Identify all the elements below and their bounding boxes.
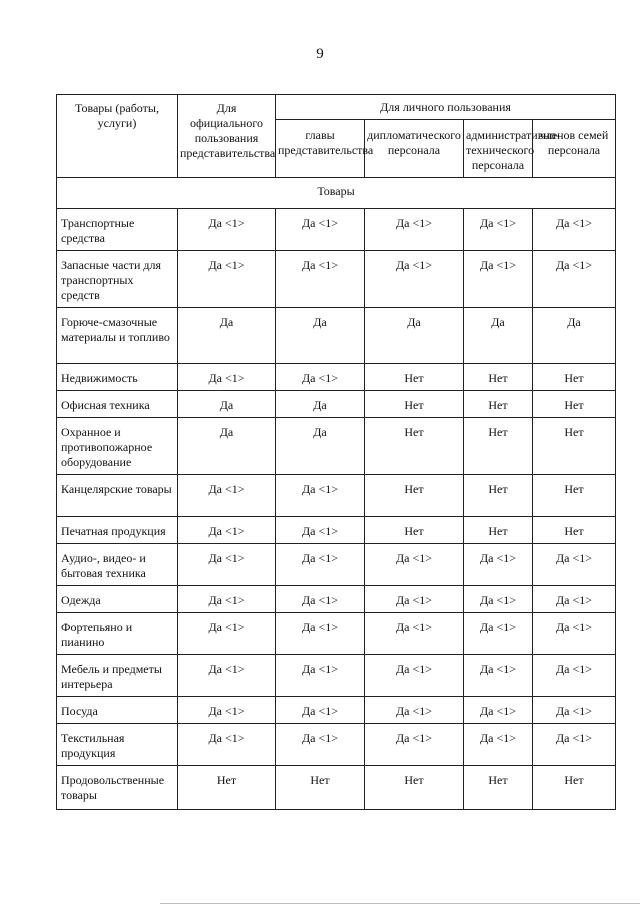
row-value-cell: Да <1>	[464, 697, 533, 724]
row-value-cell: Да <1>	[533, 613, 616, 655]
row-value-cell: Да <1>	[464, 209, 533, 251]
table-row	[57, 697, 616, 724]
row-value-cell: Да <1>	[178, 364, 276, 391]
row-goods-name: Транспортные средства	[57, 209, 178, 251]
row-value-cell: Да <1>	[178, 697, 276, 724]
row-value-cell: Нет	[464, 475, 533, 517]
row-value-cell: Да <1>	[365, 586, 464, 613]
row-value-cell: Да	[178, 418, 276, 475]
row-value-cell: Да	[533, 308, 616, 364]
table-row	[57, 544, 616, 586]
table-body	[57, 178, 616, 810]
row-value-cell: Да <1>	[533, 724, 616, 766]
row-value-cell: Нет	[533, 418, 616, 475]
row-value-cell: Да <1>	[178, 586, 276, 613]
row-goods-name: Запасные части для транспортных средств	[57, 251, 178, 308]
row-value-cell: Да <1>	[276, 364, 365, 391]
row-value-cell: Да <1>	[365, 697, 464, 724]
row-value-cell: Нет	[365, 364, 464, 391]
row-value-cell: Да <1>	[276, 613, 365, 655]
row-value-cell: Нет	[365, 475, 464, 517]
row-value-cell: Да	[365, 308, 464, 364]
row-value-cell: Да <1>	[464, 613, 533, 655]
row-value-cell: Нет	[464, 391, 533, 418]
row-goods-name: Фортепьяно и пианино	[57, 613, 178, 655]
row-value-cell: Да <1>	[276, 544, 365, 586]
table-row	[57, 517, 616, 544]
row-value-cell: Нет	[365, 418, 464, 475]
header-head-of-mission: главы представительства	[276, 120, 365, 178]
table-row	[57, 209, 616, 251]
row-value-cell: Да <1>	[464, 586, 533, 613]
row-goods-name: Посуда	[57, 697, 178, 724]
header-family-members: членов семей персонала	[533, 120, 616, 178]
table-row	[57, 655, 616, 697]
row-value-cell: Да	[178, 391, 276, 418]
row-value-cell: Нет	[464, 517, 533, 544]
table-row	[57, 251, 616, 308]
row-value-cell: Да <1>	[365, 613, 464, 655]
row-value-cell: Да	[178, 308, 276, 364]
row-value-cell: Да <1>	[365, 544, 464, 586]
row-value-cell: Нет	[533, 517, 616, 544]
row-value-cell: Да <1>	[464, 251, 533, 308]
header-diplomatic-staff: дипломатического персонала	[365, 120, 464, 178]
row-value-cell: Нет	[276, 766, 365, 810]
row-value-cell: Да <1>	[276, 724, 365, 766]
row-value-cell: Нет	[365, 391, 464, 418]
table-row	[57, 724, 616, 766]
table-row	[57, 766, 616, 810]
header-admin-tech-staff: административно-технического персонала	[464, 120, 533, 178]
row-value-cell: Да <1>	[276, 475, 365, 517]
row-value-cell: Нет	[178, 766, 276, 810]
row-goods-name: Продовольственные товары	[57, 766, 178, 810]
row-value-cell: Нет	[464, 766, 533, 810]
table-row	[57, 364, 616, 391]
row-value-cell: Да <1>	[365, 251, 464, 308]
row-value-cell: Да <1>	[365, 209, 464, 251]
row-value-cell: Да <1>	[178, 251, 276, 308]
row-value-cell: Да <1>	[533, 655, 616, 697]
row-value-cell: Да <1>	[464, 724, 533, 766]
row-value-cell: Да <1>	[533, 251, 616, 308]
table-header	[57, 95, 616, 178]
row-value-cell: Нет	[533, 391, 616, 418]
row-value-cell: Да <1>	[533, 697, 616, 724]
row-goods-name: Горюче-смазочные материалы и топливо	[57, 308, 178, 364]
row-value-cell: Нет	[533, 766, 616, 810]
table-row	[57, 418, 616, 475]
row-value-cell: Да <1>	[178, 544, 276, 586]
table-row	[57, 308, 616, 364]
row-value-cell: Да <1>	[276, 517, 365, 544]
row-value-cell: Да <1>	[178, 724, 276, 766]
header-official-use: Для официального пользования представительства	[178, 95, 276, 178]
row-value-cell: Да <1>	[365, 724, 464, 766]
row-value-cell: Да <1>	[533, 209, 616, 251]
row-value-cell: Да	[276, 418, 365, 475]
header-personal-use: Для личного пользования	[276, 95, 616, 120]
row-value-cell: Да <1>	[365, 655, 464, 697]
row-value-cell: Нет	[533, 364, 616, 391]
row-value-cell: Да <1>	[276, 251, 365, 308]
row-value-cell: Да <1>	[533, 586, 616, 613]
row-value-cell: Да <1>	[178, 517, 276, 544]
row-value-cell: Да	[464, 308, 533, 364]
section-row	[57, 178, 616, 209]
row-goods-name: Мебель и предметы интерьера	[57, 655, 178, 697]
row-value-cell: Да <1>	[178, 613, 276, 655]
row-value-cell: Да	[276, 308, 365, 364]
row-value-cell: Да <1>	[178, 209, 276, 251]
section-title: Товары	[57, 178, 616, 209]
table-row	[57, 391, 616, 418]
row-goods-name: Печатная продукция	[57, 517, 178, 544]
header-goods: Товары (работы, услуги)	[57, 95, 178, 178]
table-row	[57, 613, 616, 655]
goods-table	[56, 94, 616, 810]
row-goods-name: Недвижимость	[57, 364, 178, 391]
row-goods-name: Текстильная продукция	[57, 724, 178, 766]
row-value-cell: Нет	[365, 517, 464, 544]
row-value-cell: Нет	[464, 418, 533, 475]
row-goods-name: Одежда	[57, 586, 178, 613]
row-value-cell: Да <1>	[178, 475, 276, 517]
row-value-cell: Да	[276, 391, 365, 418]
table-row	[57, 475, 616, 517]
row-value-cell: Нет	[533, 475, 616, 517]
table-row	[57, 586, 616, 613]
row-goods-name: Охранное и противопожарное оборудование	[57, 418, 178, 475]
row-value-cell: Да <1>	[533, 544, 616, 586]
row-value-cell: Нет	[365, 766, 464, 810]
page-number: 9	[316, 46, 324, 62]
page-bottom-edge	[160, 903, 640, 904]
row-value-cell: Да <1>	[464, 655, 533, 697]
row-value-cell: Да <1>	[276, 655, 365, 697]
row-value-cell: Да <1>	[276, 586, 365, 613]
row-goods-name: Канцелярские товары	[57, 475, 178, 517]
row-value-cell: Да <1>	[276, 209, 365, 251]
row-value-cell: Да <1>	[464, 544, 533, 586]
row-value-cell: Нет	[464, 364, 533, 391]
row-goods-name: Офисная техника	[57, 391, 178, 418]
row-goods-name: Аудио-, видео- и бытовая техника	[57, 544, 178, 586]
row-value-cell: Да <1>	[276, 697, 365, 724]
row-value-cell: Да <1>	[178, 655, 276, 697]
